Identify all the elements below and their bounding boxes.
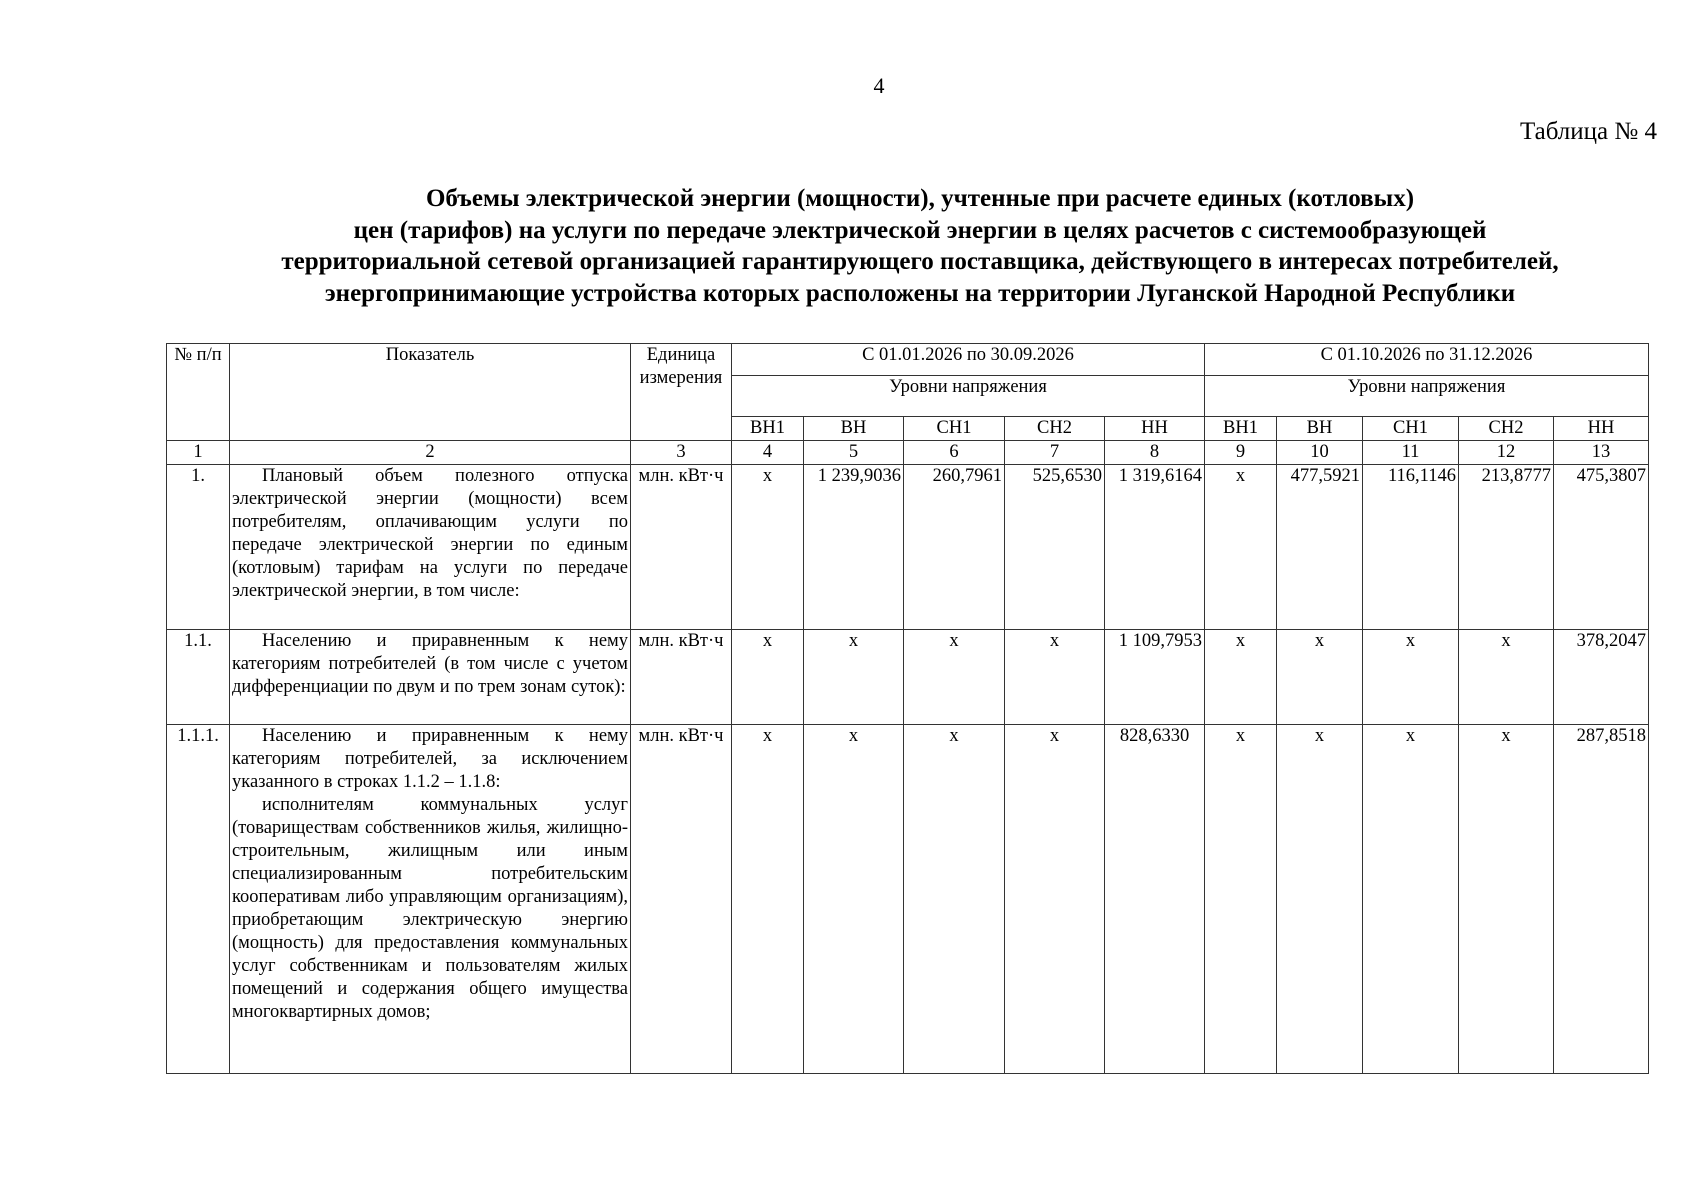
cell-value: х [1205, 725, 1277, 1074]
cell-value: х [1363, 630, 1459, 725]
cell-value: х [804, 630, 904, 725]
column-number: 1 [167, 441, 230, 465]
cell-value: 525,6530 [1005, 465, 1105, 630]
table-row [167, 725, 1649, 1074]
cell-value: х [804, 725, 904, 1074]
column-number: 8 [1105, 441, 1205, 465]
cell-value: х [1005, 725, 1105, 1074]
header-period-1: С 01.01.2026 по 30.09.2026 [732, 344, 1205, 376]
level-header: ВН [1277, 417, 1363, 441]
indicator-text: Населению и приравненным к нему категориям потребителей (в том числе с учетом дифференциации по двум и по трем зонам суток): [232, 631, 628, 697]
table-label: Таблица № 4 [1519, 118, 1657, 145]
column-number: 11 [1363, 441, 1459, 465]
row-indicator [230, 465, 631, 630]
level-header: СН2 [1005, 417, 1105, 441]
cell-value: 1 239,9036 [804, 465, 904, 630]
cell-value: х [1277, 725, 1363, 1074]
header-voltage-levels-2: Уровни напряжения [1205, 376, 1649, 417]
row-unit: млн. кВт·ч [631, 725, 732, 1074]
level-header: ВН [804, 417, 904, 441]
cell-value: 1 319,6164 [1105, 465, 1205, 630]
indicator-text-extra: исполнителям коммунальных услуг (товариществам собственников жилья, жилищно-строительным, жилищным или иным специализированным потребительским кооперативам либо управляющим организациям), приобретающим электрическую энергию (мощность) для предоставления коммунальных услуг собственникам и пользователям жилых помещений и содержания общего имущества многоквартирных домов; [232, 795, 628, 1022]
column-number: 4 [732, 441, 804, 465]
header-unit: Единица измерения [631, 344, 732, 441]
cell-value: 378,2047 [1554, 630, 1649, 725]
column-number: 13 [1554, 441, 1649, 465]
document-title [160, 183, 1680, 309]
column-number: 2 [230, 441, 631, 465]
cell-value: 475,3807 [1554, 465, 1649, 630]
cell-value: х [1205, 465, 1277, 630]
header-voltage-levels-1: Уровни напряжения [732, 376, 1205, 417]
cell-value: х [1277, 630, 1363, 725]
table-row [167, 465, 1649, 630]
level-header: СН1 [904, 417, 1005, 441]
column-number: 6 [904, 441, 1005, 465]
cell-value: 260,7961 [904, 465, 1005, 630]
cell-value: 1 109,7953 [1105, 630, 1205, 725]
row-unit: млн. кВт·ч [631, 465, 732, 630]
cell-value: х [732, 630, 804, 725]
cell-value: 213,8777 [1459, 465, 1554, 630]
level-header: СН1 [1363, 417, 1459, 441]
level-header: НН [1554, 417, 1649, 441]
level-header: НН [1105, 417, 1205, 441]
header-row-periods [167, 344, 1649, 376]
cell-value: х [732, 725, 804, 1074]
cell-value: х [904, 630, 1005, 725]
cell-value: 116,1146 [1363, 465, 1459, 630]
indicator-text: Плановый объем полезного отпуска электрической энергии (мощности) всем потребителям, оплачивающим услуги по передаче электрической энергии по единым (котловым) тарифам на услуги по передаче электрической энергии, в том числе: [232, 466, 628, 601]
cell-value: х [1363, 725, 1459, 1074]
volumes-table [166, 343, 1649, 1074]
cell-value: х [732, 465, 804, 630]
cell-value: х [1459, 630, 1554, 725]
header-indicator: Показатель [230, 344, 631, 441]
title-line: энергопринимающие устройства которых расположены на территории Луганской Народной Республики [324, 279, 1516, 307]
row-num: 1. [167, 465, 230, 630]
row-num: 1.1.1. [167, 725, 230, 1074]
indicator-text: Населению и приравненным к нему категориям потребителей, за исключением указанного в строках 1.1.2 – 1.1.8: [232, 726, 628, 792]
row-num: 1.1. [167, 630, 230, 725]
header-num: № п/п [167, 344, 230, 441]
row-unit: млн. кВт·ч [631, 630, 732, 725]
cell-value: 828,6330 [1105, 725, 1205, 1074]
row-indicator [230, 630, 631, 725]
level-header: СН2 [1459, 417, 1554, 441]
cell-value: 477,5921 [1277, 465, 1363, 630]
column-number: 10 [1277, 441, 1363, 465]
column-number: 5 [804, 441, 904, 465]
level-header: ВН1 [1205, 417, 1277, 441]
column-number: 7 [1005, 441, 1105, 465]
title-line: Объемы электрической энергии (мощности), учтенные при расчете единых (котловых) [425, 185, 1415, 212]
column-number: 12 [1459, 441, 1554, 465]
row-indicator [230, 725, 631, 1074]
column-number: 3 [631, 441, 732, 465]
cell-value: х [1205, 630, 1277, 725]
table-row [167, 630, 1649, 725]
header-period-2: С 01.10.2026 по 31.12.2026 [1205, 344, 1649, 376]
page-number: 4 [873, 73, 885, 98]
level-header: ВН1 [732, 417, 804, 441]
column-number-row [167, 441, 1649, 465]
cell-value: х [1459, 725, 1554, 1074]
cell-value: х [904, 725, 1005, 1074]
cell-value: х [1005, 630, 1105, 725]
title-line: территориальной сетевой организацией гарантирующего поставщика, действующего в интересах потребителей, [281, 248, 1559, 275]
cell-value: 287,8518 [1554, 725, 1649, 1074]
column-number: 9 [1205, 441, 1277, 465]
title-line: цен (тарифов) на услуги по передаче электрической энергии в целях расчетов с системообразующей [353, 216, 1487, 244]
